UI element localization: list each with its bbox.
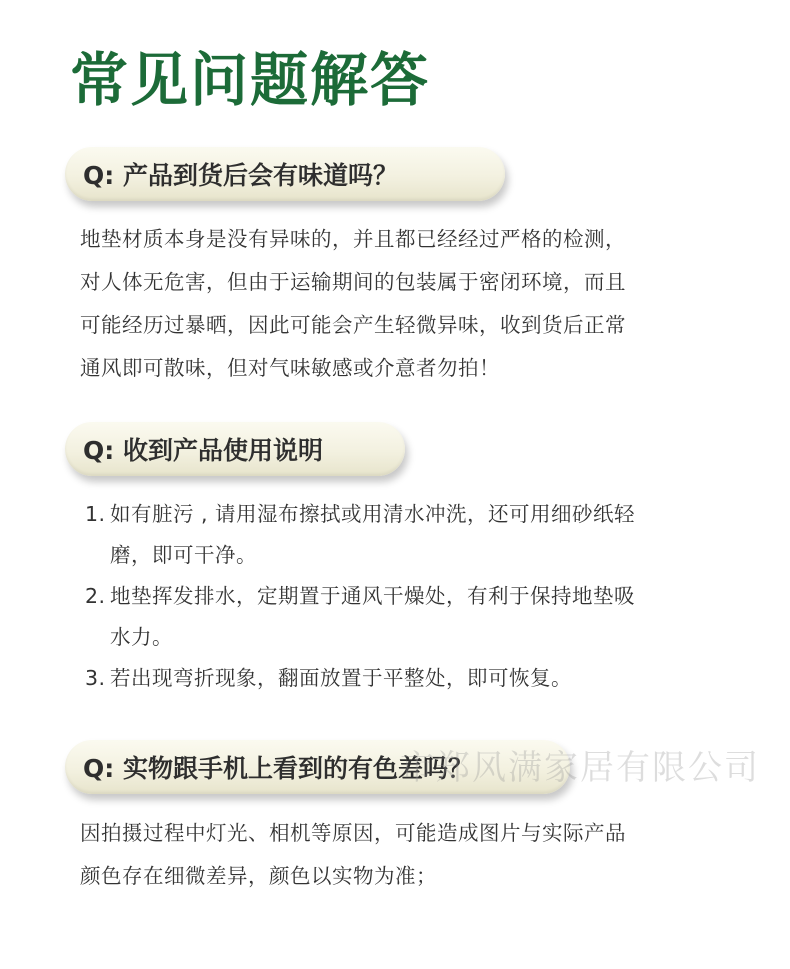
usage-steps-list — [85, 494, 725, 699]
step-number: 3. — [85, 666, 106, 690]
faq-question-banner — [65, 147, 505, 201]
watermark-text: 市郑风满家居有限公司 — [400, 748, 760, 788]
faq-question-text: Q: 产品到货后会有味道吗？ — [83, 161, 398, 190]
faq-question-banner — [65, 422, 405, 476]
answer-line: 地垫材质本身是没有异味的，并且都已经经过严格的检测， — [80, 227, 626, 251]
page-title: 常见问题解答 — [70, 46, 431, 114]
step-line: 水力。 — [110, 625, 173, 649]
faq-answer — [80, 812, 720, 898]
answer-line: 对人体无危害，但由于运输期间的包装属于密闭环境，而且 — [80, 270, 626, 294]
step-line: 如有脏污 , 请用湿布擦拭或用清水冲洗，还可用细砂纸轻 — [110, 502, 636, 526]
step-number: 2. — [85, 584, 106, 608]
step-line: 地垫挥发排水，定期置于通风干燥处，有利于保持地垫吸 — [110, 584, 635, 608]
answer-line: 通风即可散味，但对气味敏感或介意者勿拍！ — [80, 356, 500, 380]
faq-question-text: Q: 收到产品使用说明 — [83, 436, 323, 465]
list-item — [85, 658, 725, 699]
answer-line: 颜色存在细微差异，颜色以实物为准； — [80, 864, 437, 888]
list-item — [85, 576, 725, 658]
step-line: 磨，即可干净。 — [110, 543, 257, 567]
list-item — [85, 494, 725, 576]
step-number: 1. — [85, 502, 106, 526]
faq-question-text: Q: 实物跟手机上看到的有色差吗？ — [83, 754, 473, 783]
step-line: 若出现弯折现象，翻面放置于平整处，即可恢复。 — [110, 666, 572, 690]
answer-line: 因拍摄过程中灯光、相机等原因，可能造成图片与实际产品 — [80, 821, 626, 845]
answer-line: 可能经历过暴晒，因此可能会产生轻微异味，收到货后正常 — [80, 313, 626, 337]
faq-answer — [80, 218, 720, 390]
